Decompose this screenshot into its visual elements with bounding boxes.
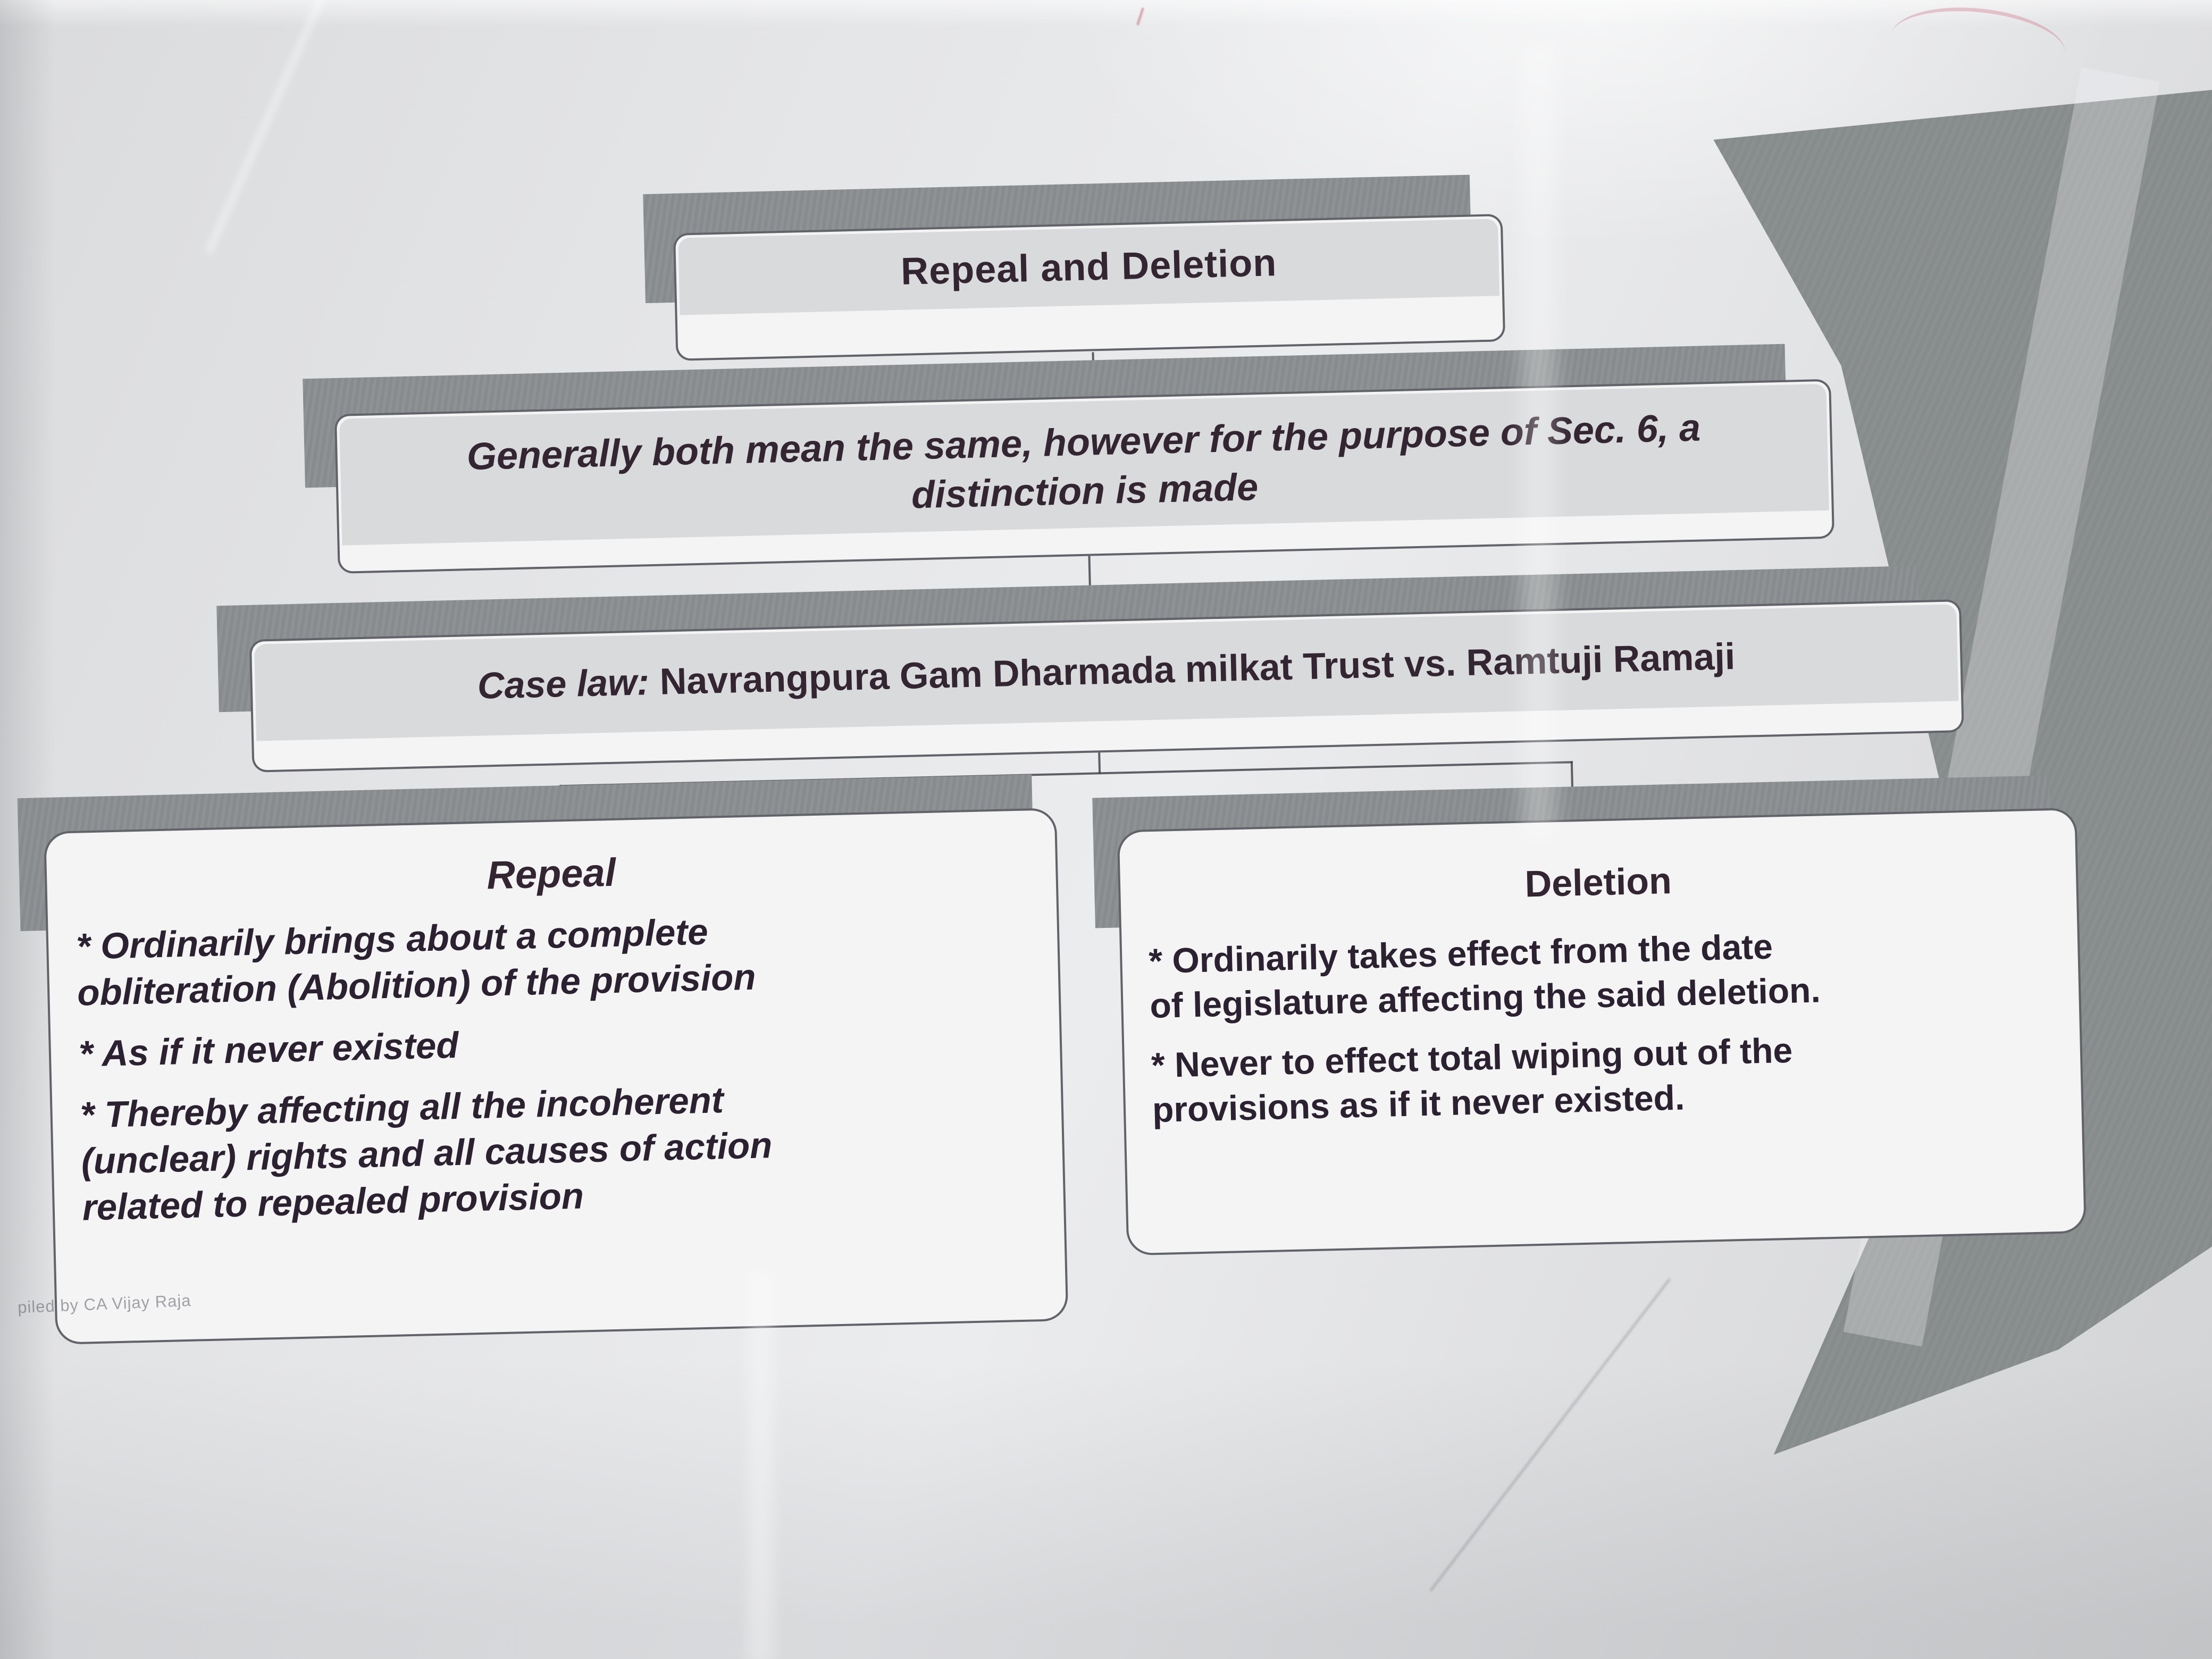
deletion-bullet-1-line-2: of legislature affecting the said deletion. <box>1149 970 1821 1026</box>
repeal-bullet-3-line-1: * Thereby affecting all the incoherent <box>79 1079 724 1136</box>
deletion-bullet-1 <box>1148 917 2059 1028</box>
title-box-body <box>673 214 1505 361</box>
deletion-box-title: Deletion <box>1524 860 1672 905</box>
compiler-watermark: piled by CA Vijay Raja <box>17 1291 192 1317</box>
caselaw-citation: Navrangpura Gam Dharmada milkat Trust vs. Ramtuji Ramaji <box>659 635 1736 702</box>
title-box <box>673 214 1505 361</box>
repeal-bullet-2 <box>78 1008 1039 1077</box>
deletion-bullet-1-line-1: * Ordinarily takes effect from the date <box>1148 926 1773 981</box>
deletion-bullet-2-line-2: provisions as if it never existed. <box>1152 1077 1686 1130</box>
definition-line-1: Generally both mean the same, however for the purpose of Sec. 6, a <box>466 406 1701 479</box>
deletion-bullet-2-line-1: * Never to effect total wiping out of the <box>1151 1030 1793 1085</box>
repeal-bullet-1-line-1: * Ordinarily brings about a complete <box>76 911 709 967</box>
connector-caselaw-stem <box>1098 752 1101 774</box>
repeal-bullet-1 <box>76 901 1037 1016</box>
deletion-box-bullets <box>1148 917 2062 1132</box>
repeal-bullet-1-line-2: obliteration (Abolition) of the provision <box>77 956 757 1013</box>
deletion-bullet-2 <box>1151 1021 2062 1132</box>
definition-line-2: distinction is made <box>911 466 1259 517</box>
repeal-bullet-2-line-1: * As if it never existed <box>78 1024 459 1075</box>
deletion-box-body <box>1117 808 2087 1255</box>
caselaw-prefix: Case law: <box>477 661 650 707</box>
repeal-box-bullets <box>76 901 1042 1230</box>
definition-box <box>334 379 1834 574</box>
caselaw-box <box>249 599 1964 773</box>
deletion-box <box>1117 808 2087 1255</box>
repeal-box-body <box>44 808 1068 1345</box>
repeal-bullet-3-line-2: (unclear) rights and all causes of action <box>80 1124 773 1182</box>
repeal-box-title: Repeal <box>486 850 617 898</box>
repeal-box <box>44 808 1068 1345</box>
repeal-bullet-3-line-3: related to repealed provision <box>81 1175 584 1228</box>
repeal-bullet-3 <box>80 1069 1043 1230</box>
title-box-label: Repeal and Deletion <box>900 241 1278 293</box>
